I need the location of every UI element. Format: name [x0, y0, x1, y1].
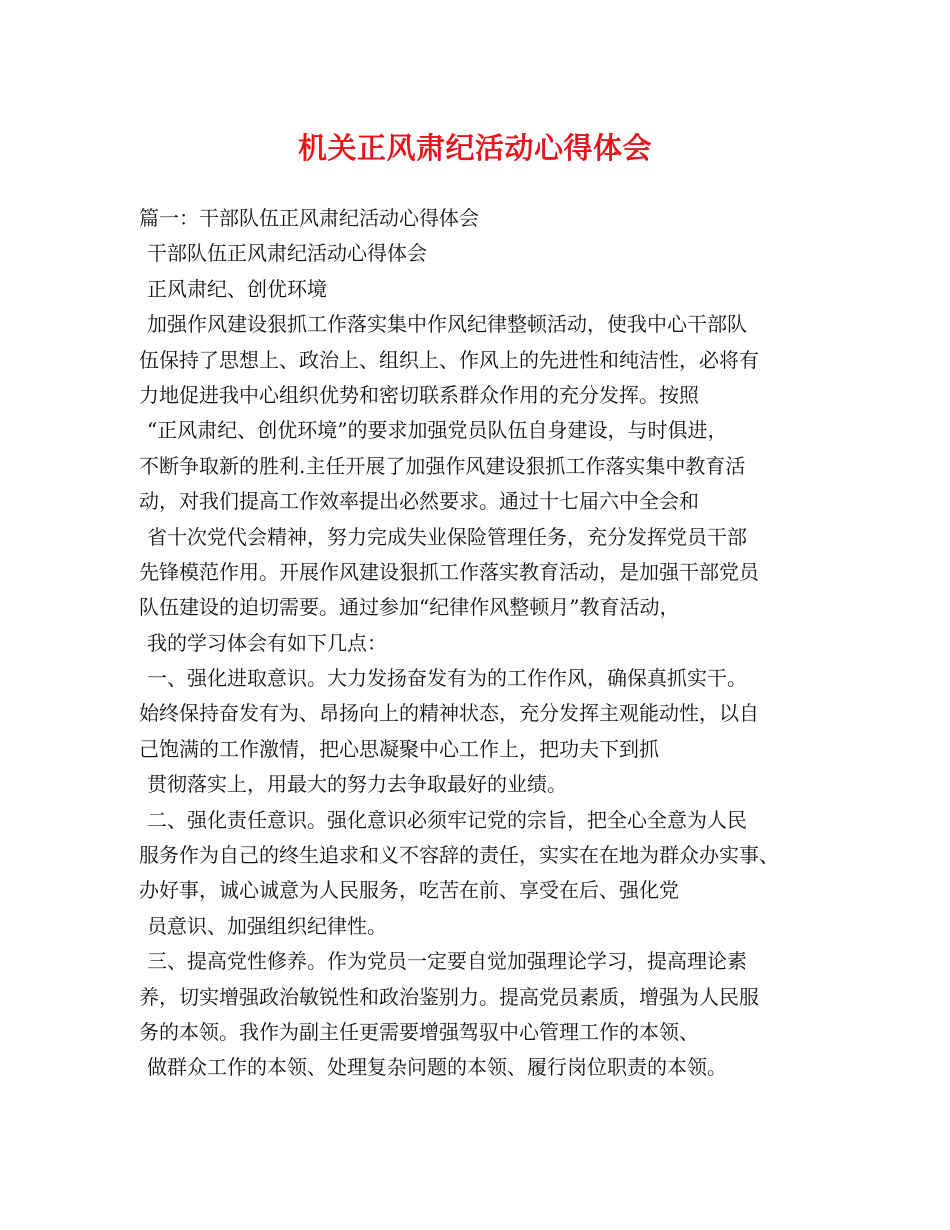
body-line: 一、强化进取意识。大力发扬奋发有为的工作作风，确保真抓实干。	[147, 666, 747, 691]
body-line: 正风肃纪、创优环境	[147, 276, 327, 301]
body-line: 员意识、加强组织纪律性。	[147, 913, 387, 938]
body-line: “正风肃纪、创优环境”的要求加强党员队伍自身建设，与时俱进，	[147, 418, 728, 443]
body-line: 始终保持奋发有为、昂扬向上的精神状态，充分发挥主观能动性，以自	[139, 701, 759, 726]
body-line: 动，对我们提高工作效率提出必然要求。通过十七届六中全会和	[139, 489, 699, 514]
body-line: 队伍建设的迫切需要。通过参加“纪律作风整顿月”教育活动，	[139, 595, 680, 620]
body-line: 二、强化责任意识。强化意识必须牢记党的宗旨，把全心全意为人民	[147, 807, 747, 832]
body-line: 养，切实增强政治敏锐性和政治鉴别力。提高党员素质，增强为人民服	[139, 984, 759, 1009]
body-line: 加强作风建设狠抓工作落实集中作风纪律整顿活动，使我中心干部队	[147, 312, 747, 337]
body-line: 力地促进我中心组织优势和密切联系群众作用的充分发挥。按照	[139, 382, 699, 407]
document-title: 机关正风肃纪活动心得体会	[297, 131, 652, 165]
body-line: 省十次党代会精神，努力完成失业保险管理任务，充分发挥党员干部	[147, 524, 747, 549]
body-line: 己饱满的工作激情，把心思凝聚中心工作上，把功夫下到抓	[139, 736, 659, 761]
body-line: 我的学习体会有如下几点：	[147, 630, 387, 655]
body-line: 伍保持了思想上、政治上、组织上、作风上的先进性和纯洁性，必将有	[139, 347, 759, 372]
body-line: 办好事，诚心诚意为人民服务，吃苦在前、享受在后、强化党	[139, 878, 679, 903]
document-body	[139, 201, 829, 1086]
body-line: 三、提高党性修养。作为党员一定要自觉加强理论学习，提高理论素	[147, 949, 747, 974]
body-line: 先锋模范作用。开展作风建设狠抓工作落实教育活动，是加强干部党员	[139, 559, 759, 584]
body-line: 做群众工作的本领、处理复杂问题的本领、履行岗位职责的本领。	[147, 1055, 727, 1080]
body-line: 贯彻落实上，用最大的努力去争取最好的业绩。	[147, 772, 567, 797]
body-line: 不断争取新的胜利.主任开展了加强作风建设狠抓工作落实集中教育活	[139, 453, 746, 478]
body-line: 务的本领。我作为副主任更需要增强驾驭中心管理工作的本领、	[139, 1019, 699, 1044]
body-line: 干部队伍正风肃纪活动心得体会	[147, 241, 427, 266]
body-line: 篇一：干部队伍正风肃纪活动心得体会	[139, 206, 479, 230]
body-line: 服务作为自己的终生追求和义不容辞的责任，实实在在地为群众办实事、	[139, 843, 779, 868]
